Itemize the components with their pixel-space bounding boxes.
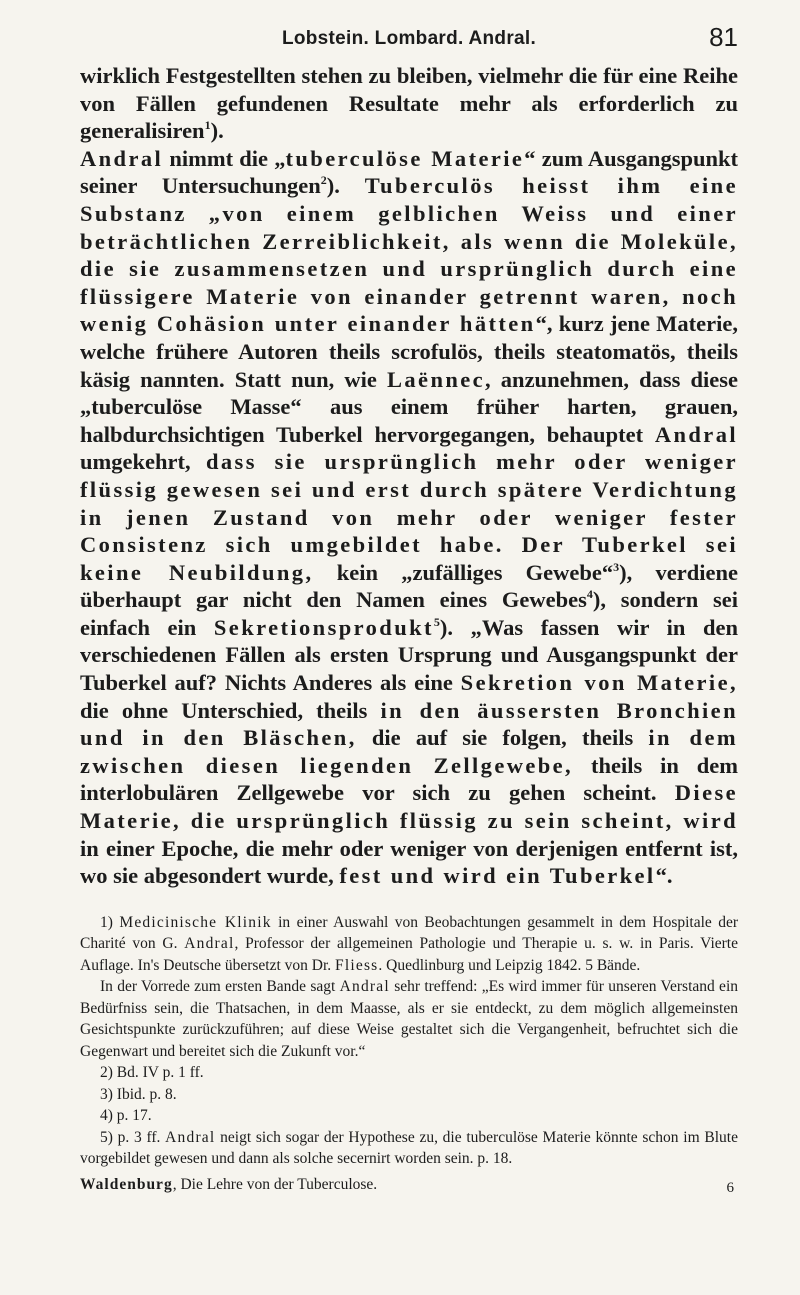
text-run: nimmt die „ xyxy=(163,145,286,171)
spaced-emphasis: Diese Materie, die ursprünglich flüssig zu sein scheint, wird xyxy=(80,780,738,834)
book-short-title: , Die Lehre von der Tuberculose. xyxy=(172,1175,378,1193)
page-footer xyxy=(80,1176,738,1200)
footnote-ref-5: 5 xyxy=(433,614,440,629)
text-run: ). xyxy=(210,118,224,144)
text-run: ), sondern sei einfach ein xyxy=(80,587,738,640)
text-run: ), verdiene überhaupt gar nicht den Namen eines Gewebes xyxy=(80,559,739,613)
spaced-term: tuberculöse Materie xyxy=(285,145,525,171)
text-run: “. xyxy=(655,863,673,889)
footnote-1-quote xyxy=(80,976,738,1062)
footnote-ref-3: 3 xyxy=(613,559,620,574)
spaced-emphasis: fest und wird ein Tuberkel xyxy=(339,863,656,889)
text-run: in einer Epoche, die mehr oder weniger von derjenigen entfernt ist, wo sie abgesondert wurde, xyxy=(80,835,738,889)
author-name: Laënnec xyxy=(387,366,486,392)
spaced-emphasis: in dem zwischen diesen liegenden Zellgewebe, xyxy=(80,725,738,778)
text-run: umgekehrt, xyxy=(80,449,206,475)
author-name: Andral xyxy=(654,421,738,447)
author-name: Andral xyxy=(80,145,164,171)
text-run: kein „zufälliges Gewebe“ xyxy=(313,559,614,585)
text-run: in einer Auswahl von Beobachtungen gesammelt in dem Hospitale der Charité von G. xyxy=(80,913,739,953)
footnotes xyxy=(80,912,738,1170)
text-run: In der Vorrede zum ersten Bande sagt xyxy=(100,978,340,996)
text-run: neigt sich sogar der Hypothese zu, die tuberculöse Materie könnte schon im Blute vorgebildet gewesen und dann als solche secernirt worden sein. p. 18. xyxy=(80,1128,738,1168)
footnote-ref-2: 2 xyxy=(320,173,327,188)
text-run: die ohne Unterschied, theils xyxy=(80,697,381,723)
text-run: wirklich Festgestellten stehen zu bleiben, vielmehr die für eine Reihe von Fällen gefundenen Resultate mehr als erforderlich zu generalisiren xyxy=(80,63,738,144)
text-run: sehr treffend: „Es wird immer für unseren Verstand ein Bedürfniss sein, die Thatsachen, in dem Maasse, als er sie entdeckt, zu dem möglich allgemeinsten Gesichtspunkte zurückzuführen; auf diese Weise gestaltet sich die Vergangenheit, befruchtet sich die Gegenwart und bereitet sich die Zukunft vor.“ xyxy=(80,978,738,1060)
footnote-1 xyxy=(80,912,738,977)
spaced-emphasis: Sekretion von Materie, xyxy=(460,670,738,696)
paragraph-2 xyxy=(80,145,738,890)
spaced-quote: Tuberculös heisst ihm eine Substanz „von einem gelblichen Weiss und einer beträchtlichen Zerreiblichkeit, als wenn die Moleküle, die sie zusammensetzen und ursprünglich durch eine flüssigere Materie von einander getrennt waren, noch wenig Cohäsion unter einander hätten xyxy=(80,173,738,337)
author-name: Andral xyxy=(165,1128,216,1146)
text-run: . Quedlinburg und Leipzig 1842. 5 Bände. xyxy=(378,956,641,974)
sheet-number: 6 xyxy=(726,1179,734,1196)
text-run: ). xyxy=(326,173,365,199)
spaced-emphasis: dass sie ursprünglich mehr oder weniger flüssig gewesen sei und erst durch spätere Verdichtung in jenen Zustand von mehr oder weniger fester Consistenz sich umgebildet habe. Der Tuberkel sei keine Neubildung, xyxy=(80,449,738,585)
footnote-5 xyxy=(80,1127,738,1170)
footnote-ref-4: 4 xyxy=(586,587,593,602)
page-number: 81 xyxy=(709,22,738,52)
text-run: “, kurz jene Materie, welche frühere Autoren theils scrofulös, theils steatomatös, theils käsig nannten. Statt nun, wie xyxy=(80,311,738,392)
footnote-3: 3) Ibid. p. 8. xyxy=(100,1085,177,1103)
footnote-2: 2) Bd. IV p. 1 ff. xyxy=(100,1064,204,1082)
spaced-emphasis: in den äussersten Bronchien und in den Bläschen, xyxy=(80,697,738,751)
text-run: “ zum Ausgangspunkt seiner Untersuchungen xyxy=(80,145,739,199)
text-run: die auf sie folgen, theils xyxy=(356,725,649,751)
author-name: Andral xyxy=(339,978,390,996)
page-header xyxy=(80,0,738,62)
publisher-name: Waldenburg xyxy=(80,1175,173,1193)
text-run: , Professor der allgemeinen Pathologie und Therapie u. s. w. in Paris. Vierte Auflage. In's Deutsche übersetzt von Dr. xyxy=(80,935,738,974)
text-run: , anzunehmen, dass diese „tuberculöse Masse“ aus einem früher harten, grauen, halbdurchsichtigen Tuberkel hervorgegangen, behauptet xyxy=(80,366,738,447)
running-head: Lobstein. Lombard. Andral. xyxy=(281,28,537,49)
spaced-term: Sekretionsprodukt xyxy=(213,614,434,640)
book-title: Medicinische Klinik xyxy=(119,913,272,931)
footnote-4: 4) p. 17. xyxy=(100,1107,152,1125)
footnote-number: 1) xyxy=(100,913,113,931)
main-text xyxy=(80,62,738,890)
paragraph-1 xyxy=(80,62,738,145)
printer-signature xyxy=(80,1176,377,1194)
text-run: ). „Was fassen wir in den verschiedenen Fällen als ersten Ursprung und Ausgangspunkt der Tuberkel auf? Nichts Anderes als eine xyxy=(80,614,739,696)
footnote-ref-1: 1 xyxy=(204,118,211,133)
translator-name: Fliess xyxy=(335,956,379,974)
author-name: Andral xyxy=(184,935,235,953)
text-run: 5) p. 3 ff. xyxy=(100,1128,166,1146)
text-run: theils in dem interlobulären Zellgewebe vor sich zu gehen scheint. xyxy=(80,752,738,806)
